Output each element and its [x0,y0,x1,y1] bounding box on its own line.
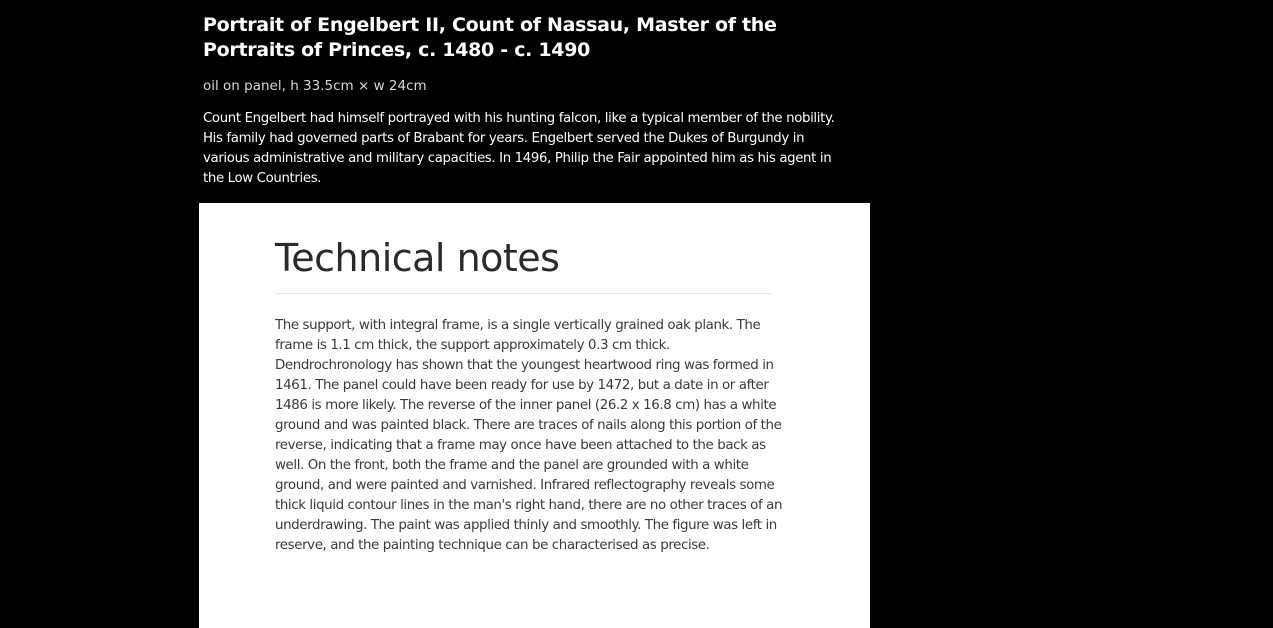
artwork-description: Count Engelbert had himself portrayed with his hunting falcon, like a typical member of the nobility. His family had governed parts of Brabant for years. Engelbert served the Dukes of Burgundy in various administrative and military capacities. In 1496, Philip the Fair appointed him as his agent in the Low Countries. [203,111,835,186]
technical-notes-heading: Technical notes [275,236,560,280]
heading-divider [275,293,771,294]
artwork-title: Portrait of Engelbert II, Count of Nassau, Master of the Portraits of Princes, c. 1480 - c. 1490 [203,14,777,61]
artwork-medium-dimensions: oil on panel, h 33.5cm × w 24cm [203,78,427,94]
technical-notes-body: The support, with integral frame, is a single vertically grained oak plank. The frame is 1.1 cm thick, the support approximately 0.3 cm thick. Dendrochronology has shown that the youngest heartwood ring was formed in 1461. The panel could have been ready for use by 1472, but a date in or after 1486 is more likely. The reverse of the inner panel (26.2 x 16.8 cm) has a white ground and was painted black. There are traces of nails along this portion of the reverse, indicating that a frame may once have been attached to the back as well. On the front, both the frame and the panel are grounded with a white ground, and were painted and varnished. Infrared reflectography reveals some thick liquid contour lines in the man's right hand, there are no other traces of an underdrawing. The paint was applied thinly and smoothly. The figure was left in reserve, and the painting technique can be characterised as precise. [275,318,783,553]
technical-notes-panel [199,203,870,628]
artwork-header [203,13,843,189]
